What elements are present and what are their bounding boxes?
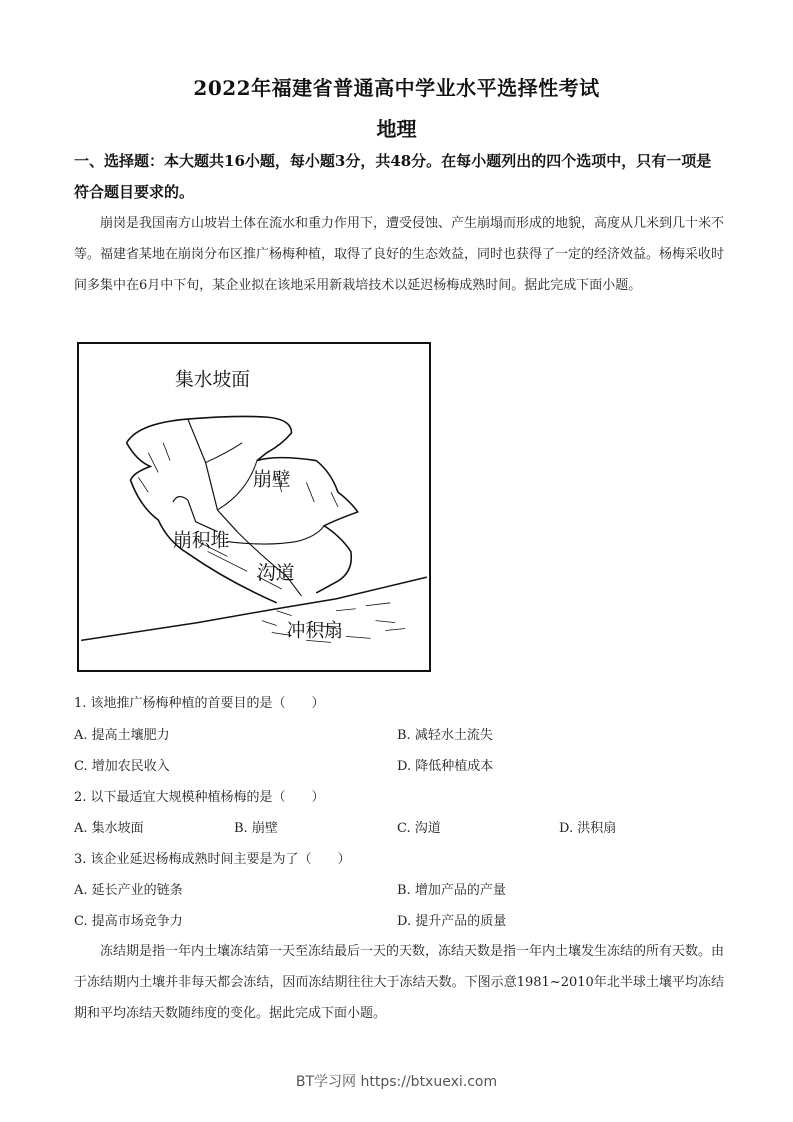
q3-option-b[interactable]: B. 增加产品的产量 <box>397 883 506 898</box>
exam-title: 2022年福建省普通高中学业水平选择性考试 <box>193 76 600 100</box>
q2-option-a[interactable]: A. 集水坡面 <box>74 821 144 836</box>
q1-option-b[interactable]: B. 减轻水土流失 <box>397 728 493 743</box>
label-gully: 沟道 <box>256 563 295 585</box>
label-colluvial-deposit: 崩积堆 <box>172 530 230 552</box>
subject-title: 地理 <box>376 117 417 141</box>
q3-option-a[interactable]: A. 延长产业的链条 <box>74 883 183 898</box>
q3-option-d[interactable]: D. 提升产品的质量 <box>397 914 507 929</box>
q1-option-d[interactable]: D. 降低种植成本 <box>397 759 494 774</box>
passage-1: 崩岗是我国南方山坡岩土体在流水和重力作用下，遭受侵蚀、产生崩塌而形成的地貌，高度从几米到几十米不等。福建省某地在崩岗分布区推广杨梅种植，取得了良好的生态效益，同时也获得了一定的经济效益。杨梅采收时间多集中在6月中下旬，某企业拟在该地采用新栽培技术以延迟杨梅成熟时间。据此完成下面小题。 <box>74 216 725 293</box>
question-1-stem: 1. 该地推广杨梅种植的首要目的是（ ） <box>74 696 325 711</box>
label-catchment-slope: 集水坡面 <box>174 369 250 391</box>
q1-option-c[interactable]: C. 增加农民收入 <box>74 759 170 774</box>
q2-option-b[interactable]: B. 崩壁 <box>234 821 278 836</box>
label-collapse-wall: 崩壁 <box>253 469 291 491</box>
section-heading: 一、选择题：本大题共16小题，每小题3分，共48分。在每小题列出的四个选项中，只有一项是符合题目要求的。 <box>74 152 712 201</box>
question-2-stem: 2. 以下最适宜大规模种植杨梅的是（ ） <box>74 790 325 805</box>
collapse-gully-diagram <box>79 344 429 670</box>
landform-figure <box>77 342 431 672</box>
label-alluvial-fan: 冲积扇 <box>286 620 343 642</box>
q1-option-a[interactable]: A. 提高土壤肥力 <box>74 728 170 743</box>
q2-option-d[interactable]: D. 洪积扇 <box>559 821 617 836</box>
passage-2: 冻结期是指一年内土壤冻结第一天至冻结最后一天的天数，冻结天数是指一年内土壤发生冻结的所有天数。由于冻结期内土壤并非每天都会冻结，因而冻结期往往大于冻结天数。下图示意1981~2010年北半球土壤平均冻结期和平均冻结天数随纬度的变化。据此完成下面小题。 <box>74 944 725 1021</box>
q3-option-c[interactable]: C. 提高市场竞争力 <box>74 914 183 929</box>
q2-option-c[interactable]: C. 沟道 <box>397 821 441 836</box>
question-3-stem: 3. 该企业延迟杨梅成熟时间主要是为了（ ） <box>74 852 351 867</box>
watermark-footer: BT学习网 https://btxuexi.com <box>295 1074 498 1090</box>
